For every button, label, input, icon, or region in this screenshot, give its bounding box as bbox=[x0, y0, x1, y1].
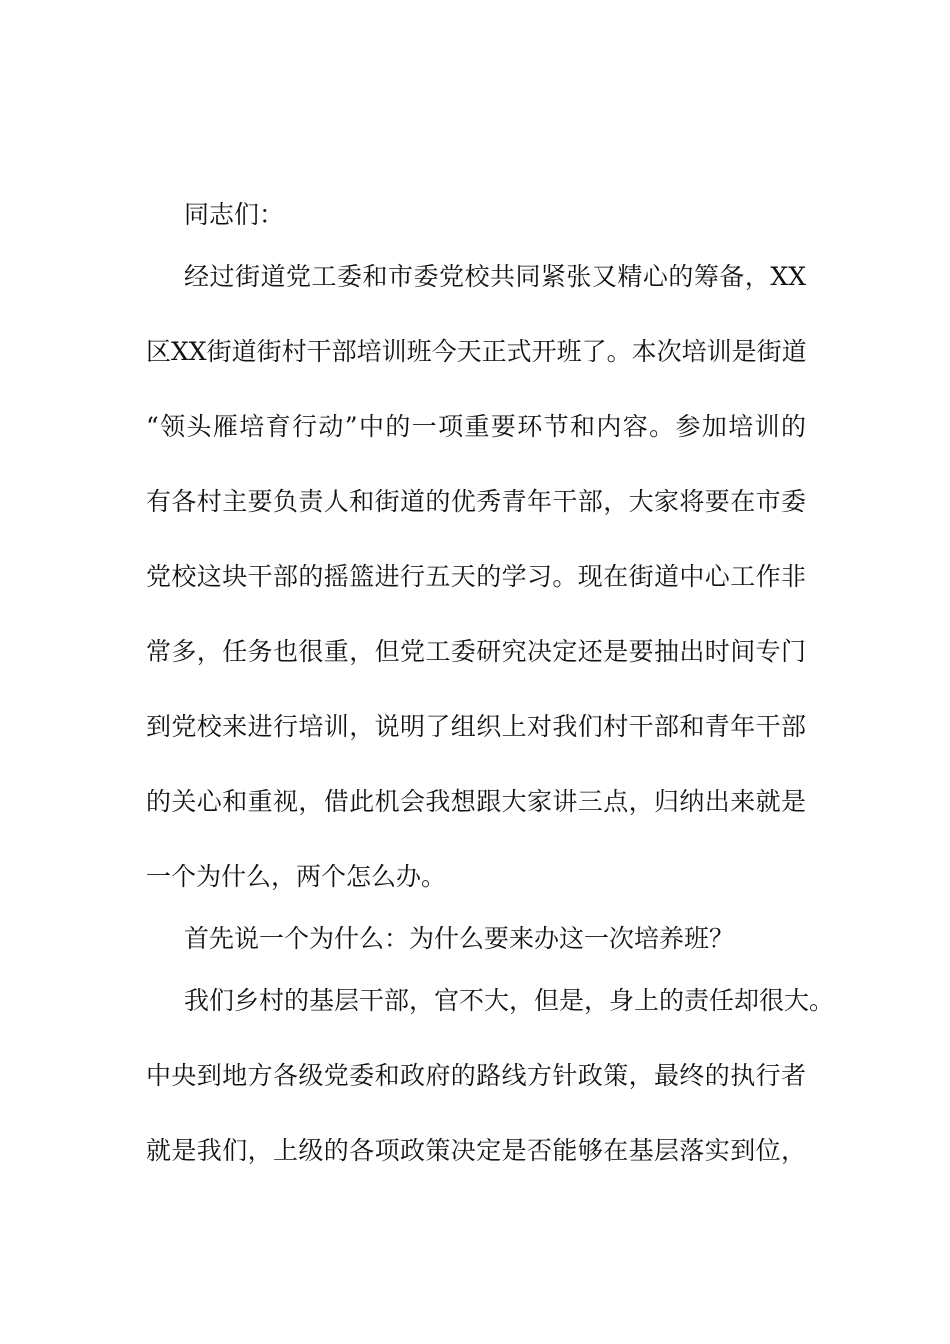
paragraph-3-line-3: 就是我们，上级的各项政策决定是否能够在基层落实到位， bbox=[146, 1136, 806, 1165]
paragraph-1-line-7: 到党校来进行培训，说明了组织上对我们村干部和青年干部 bbox=[146, 712, 806, 741]
paragraph-1-line-9: 一个为什么，两个怎么办。 bbox=[146, 862, 447, 891]
paragraph-1-line-2: 区XX街道街村干部培训班今天正式开班了。本次培训是街道 bbox=[146, 337, 807, 366]
paragraph-1-line-8: 的关心和重视，借此机会我想跟大家讲三点，归纳出来就是 bbox=[146, 787, 806, 816]
paragraph-1-line-3: “领头雁培育行动”中的一项重要环节和内容。参加培训的 bbox=[146, 412, 806, 441]
paragraph-1-line-4: 有各村主要负责人和街道的优秀青年干部，大家将要在市委 bbox=[146, 487, 806, 516]
paragraph-3-line-1: 我们乡村的基层干部，官不大，但是，身上的责任却很大。 bbox=[184, 986, 835, 1015]
paragraph-3-line-2: 中央到地方各级党委和政府的路线方针政策，最终的执行者 bbox=[146, 1061, 806, 1090]
greeting-line: 同志们： bbox=[184, 200, 285, 229]
paragraph-1-line-6: 常多，任务也很重，但党工委研究决定还是要抽出时间专门 bbox=[146, 637, 806, 666]
paragraph-2-line-1: 首先说一个为什么：为什么要来办这一次培养班？ bbox=[184, 924, 735, 953]
paragraph-1-line-5: 党校这块干部的摇篮进行五天的学习。现在街道中心工作非 bbox=[146, 562, 806, 591]
paragraph-1-line-1: 经过街道党工委和市委党校共同紧张又精心的筹备，XX bbox=[184, 262, 806, 291]
